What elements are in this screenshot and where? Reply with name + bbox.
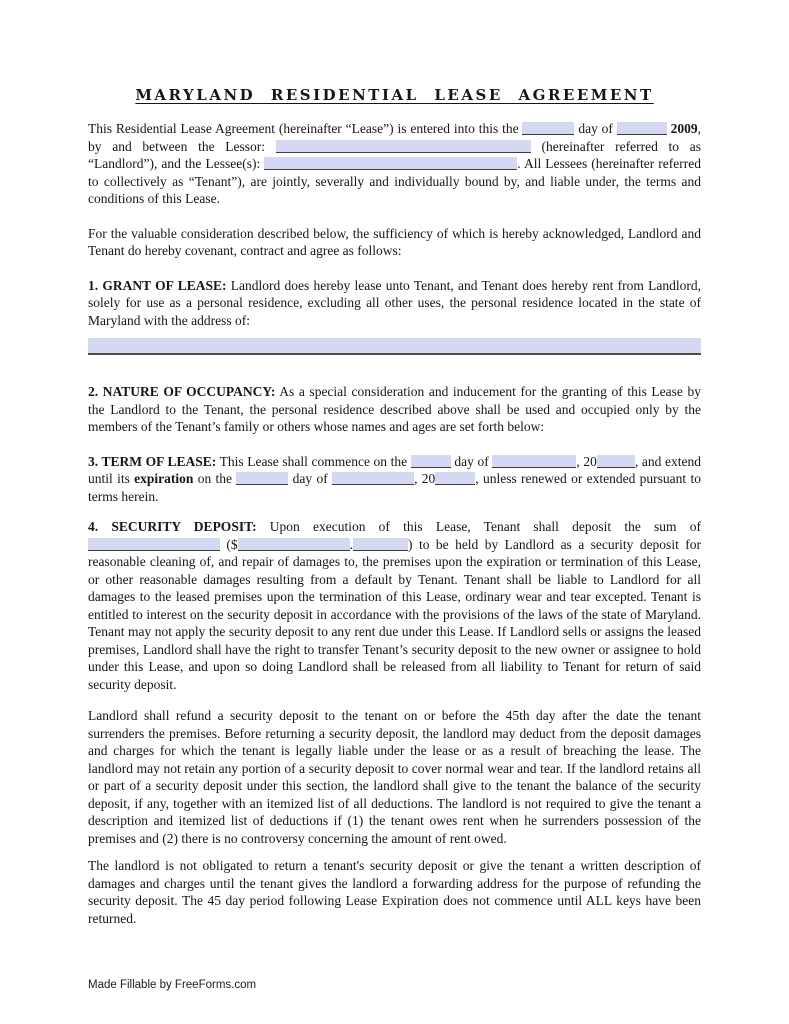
text-run: on the — [193, 471, 237, 486]
document-body — [88, 120, 701, 927]
text-run: For the valuable consideration described below, the sufficiency of which is hereby acknowledged, Landlord and Tenant do hereby covenant, contract and agree as follows: — [88, 225, 701, 258]
bold-text-run: 2009 — [670, 121, 698, 136]
commencement-year-field[interactable] — [597, 455, 635, 468]
text-run: This Residential Lease Agreement (hereinafter “Lease”) is entered into this the — [88, 121, 523, 136]
text-run: , 20 — [414, 471, 436, 486]
text-run: . — [349, 536, 354, 552]
text-run: As a special consideration and inducement for the granting of this Lease by the Landlord to the Tenant, the personal residence described above shall be used and occupied only by the members of the Tenant’s family or others whose names and ages are set forth below: — [88, 384, 701, 434]
text-run: The landlord is not obligated to return a tenant's security deposit or give the tenant a written description of damages and charges until the tenant gives the landlord a forwarding address for the purpose of refunding the security deposit. The 45 day period following Lease Expiration does not commence until ALL keys have been returned. — [88, 858, 701, 926]
month-field[interactable] — [617, 122, 667, 135]
page-title: MARYLAND RESIDENTIAL LEASE AGREEMENT — [135, 86, 654, 104]
text-run: day of — [288, 471, 333, 486]
footer-credit: Made Fillable by FreeForms.com — [88, 979, 257, 991]
text-run: ($ — [220, 536, 238, 552]
para-deposit-refund — [88, 707, 701, 847]
deposit-amount-words-field[interactable] — [88, 538, 220, 551]
bold-text-run: 4. SECURITY DEPOSIT: — [88, 519, 257, 534]
para-intro-paragraph — [88, 120, 701, 208]
bold-text-run: 2. NATURE OF OCCUPANCY: — [88, 384, 276, 399]
para-property-address — [88, 338, 701, 355]
text-run: , and extend until its — [88, 453, 701, 486]
commencement-day-field[interactable] — [411, 455, 451, 468]
para-consideration — [88, 225, 701, 260]
day-of-month-field[interactable] — [522, 122, 574, 135]
deposit-amount-cents-field[interactable] — [353, 538, 408, 551]
para-grant-of-lease — [88, 277, 701, 330]
text-run: . All Lessees (hereinafter referred to collectively as “Tenant”), are jointly, severally and individually bound by, and liable under, the terms and conditions of this Lease. — [88, 156, 701, 206]
text-run: , 20 — [576, 453, 597, 469]
bold-text-run: 3. TERM OF LEASE: — [88, 453, 217, 469]
expiration-month-field[interactable] — [332, 472, 414, 485]
text-run: Landlord does hereby lease unto Tenant, and Tenant does hereby rent from Landlord, solely for use as a personal residence, excluding all other uses, the personal residence located in the state of Maryland with the address of: — [88, 277, 701, 328]
para-nature-of-occupancy — [88, 383, 701, 436]
commencement-month-field[interactable] — [492, 455, 576, 468]
property-address-field[interactable] — [88, 338, 701, 355]
text-run: , by and between the Lessor: — [88, 121, 702, 154]
expiration-year-field[interactable] — [435, 472, 475, 485]
text-run: (hereinafter referred to as “Landlord”), and the Lessee(s): — [88, 138, 702, 171]
text-run: Upon execution of this Lease, Tenant shall deposit the sum of — [256, 519, 702, 534]
text-run: day of — [574, 121, 617, 136]
para-security-deposit — [88, 518, 701, 693]
text-run: Landlord shall refund a security deposit to the tenant on or before the 45th day after the date the tenant surrenders the premises. Before returning a security deposit, the landlord may deduct from the deposit damages and charges for which the tenant is legally liable under the lease or as a result of breaching the lease. The landlord may not retain any portion of a security deposit to cover normal wear and tear. If the landlord retains all or part of a security deposit under this section, the landlord shall give to the tenant the balance of the security deposit, if any, together with an itemized list of all deductions. The landlord is not required to give the tenant a description and itemized list of deductions if (1) the tenant owes rent when he surrenders possession of the premises and (2) there is no controversy concerning the amount of rent owed. — [88, 708, 701, 846]
text-run: , unless renewed or extended pursuant to terms herein. — [88, 471, 701, 504]
text-run: ) to be held by Landlord as a security deposit for reasonable cleaning of, and repair of damages to, the premises upon the expiration or termination of this Lease, or other reasonable damages resulting from a default by Tenant. Tenant shall be liable to Landlord for all damages to the leased premises upon the termination of this Lease, ordinary wear and tear excepted. Tenant is entitled to interest on the security deposit in accordance with the provisions of the laws of the state of Maryland. Tenant may not apply the security deposit to any rent due under this Lease. If Landlord sells or assigns the leased premises, Landlord shall have the right to transfer Tenant’s security deposit to the new owner or assignee to hold under this Lease, and upon so doing Landlord shall be released from all liability to Tenant for return of said security deposit. — [88, 536, 701, 692]
para-forwarding-address — [88, 857, 701, 927]
bold-text-run: expiration — [134, 471, 194, 486]
text-run: day of — [450, 453, 493, 469]
lessee-names-field[interactable] — [264, 157, 517, 170]
deposit-amount-dollars-field[interactable] — [238, 538, 350, 551]
para-term-of-lease — [88, 453, 701, 506]
bold-text-run: 1. GRANT OF LEASE: — [88, 277, 227, 293]
expiration-day-field[interactable] — [236, 472, 288, 485]
text-run: This Lease shall commence on the — [216, 453, 411, 469]
lessor-name-field[interactable] — [276, 140, 531, 153]
